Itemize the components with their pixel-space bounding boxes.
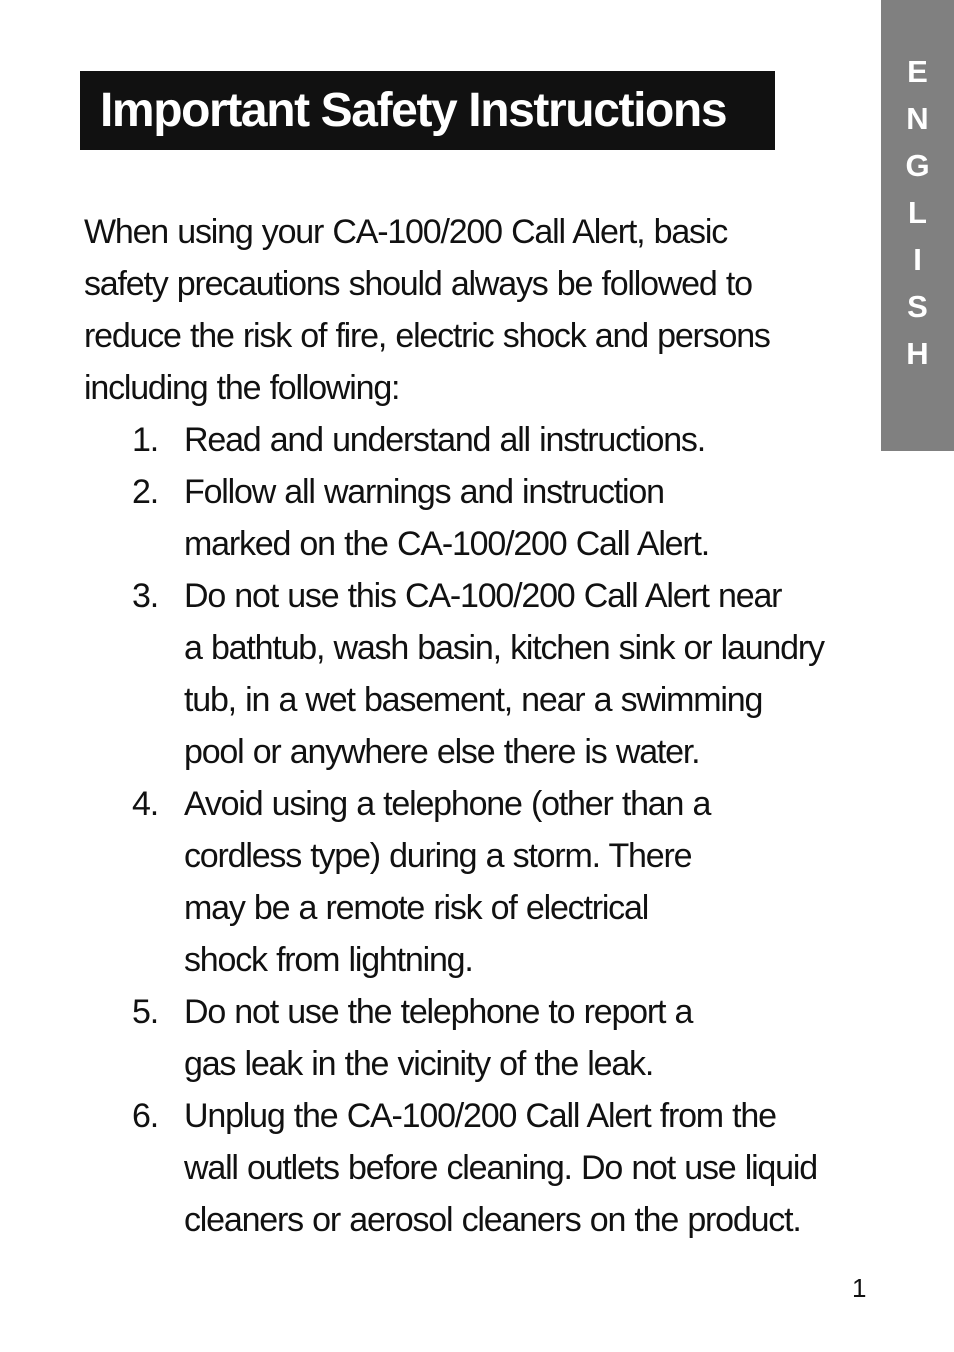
- list-item: [0, 414, 880, 466]
- list-item: [0, 778, 880, 986]
- list-item-line: shock from lightning.: [184, 941, 473, 979]
- list-item-number: 5.: [132, 993, 158, 1031]
- list-item: [0, 1090, 880, 1246]
- page-title-bar: [80, 71, 775, 150]
- list-item-number: 4.: [132, 785, 158, 823]
- language-tab-letter: G: [905, 148, 930, 183]
- list-item-line: pool or anywhere else there is water.: [184, 733, 700, 771]
- list-item-line: Read and understand all instructions.: [184, 421, 705, 459]
- list-item: [0, 570, 880, 778]
- list-item-line: Avoid using a telephone (other than a: [184, 785, 711, 823]
- list-item-line: a bathtub, wash basin, kitchen sink or laundry: [184, 629, 824, 667]
- list-item-line: wall outlets before cleaning. Do not use liquid: [184, 1149, 817, 1187]
- language-tab-letter: N: [906, 101, 929, 136]
- language-tab-letter: S: [907, 289, 928, 324]
- list-item-number: 6.: [132, 1097, 158, 1135]
- language-tab-letter: I: [913, 242, 922, 277]
- intro-line: When using your CA-100/200 Call Alert, basic: [84, 213, 727, 251]
- intro-paragraph: [84, 206, 874, 414]
- list-item-line: Follow all warnings and instruction: [184, 473, 664, 511]
- page-number: 1: [852, 1273, 867, 1303]
- language-tab-letter: L: [908, 195, 927, 230]
- safety-instructions-list: [0, 414, 880, 1246]
- list-item: [0, 986, 880, 1090]
- list-item-number: 1.: [132, 421, 158, 459]
- intro-line: including the following:: [84, 369, 400, 407]
- list-item-line: Do not use the telephone to report a: [184, 993, 693, 1031]
- list-item-line: may be a remote risk of electrical: [184, 889, 649, 927]
- list-item: [0, 466, 880, 570]
- list-item-line: Unplug the CA-100/200 Call Alert from the: [184, 1097, 776, 1135]
- language-tab-letter: E: [907, 54, 928, 89]
- list-item-line: gas leak in the vicinity of the leak.: [184, 1045, 654, 1083]
- list-item-line: tub, in a wet basement, near a swimming: [184, 681, 763, 719]
- language-tab-letter: H: [906, 336, 929, 371]
- intro-line: safety precautions should always be followed to: [84, 265, 752, 303]
- list-item-line: cordless type) during a storm. There: [184, 837, 692, 875]
- page-title: Important Safety Instructions: [100, 84, 727, 137]
- list-item-number: 3.: [132, 577, 158, 615]
- intro-line: reduce the risk of fire, electric shock and persons: [84, 317, 770, 355]
- language-tab: [881, 0, 954, 451]
- list-item-line: marked on the CA-100/200 Call Alert.: [184, 525, 709, 563]
- list-item-line: cleaners or aerosol cleaners on the product.: [184, 1201, 801, 1239]
- list-item-number: 2.: [132, 473, 158, 511]
- list-item-line: Do not use this CA-100/200 Call Alert near: [184, 577, 782, 615]
